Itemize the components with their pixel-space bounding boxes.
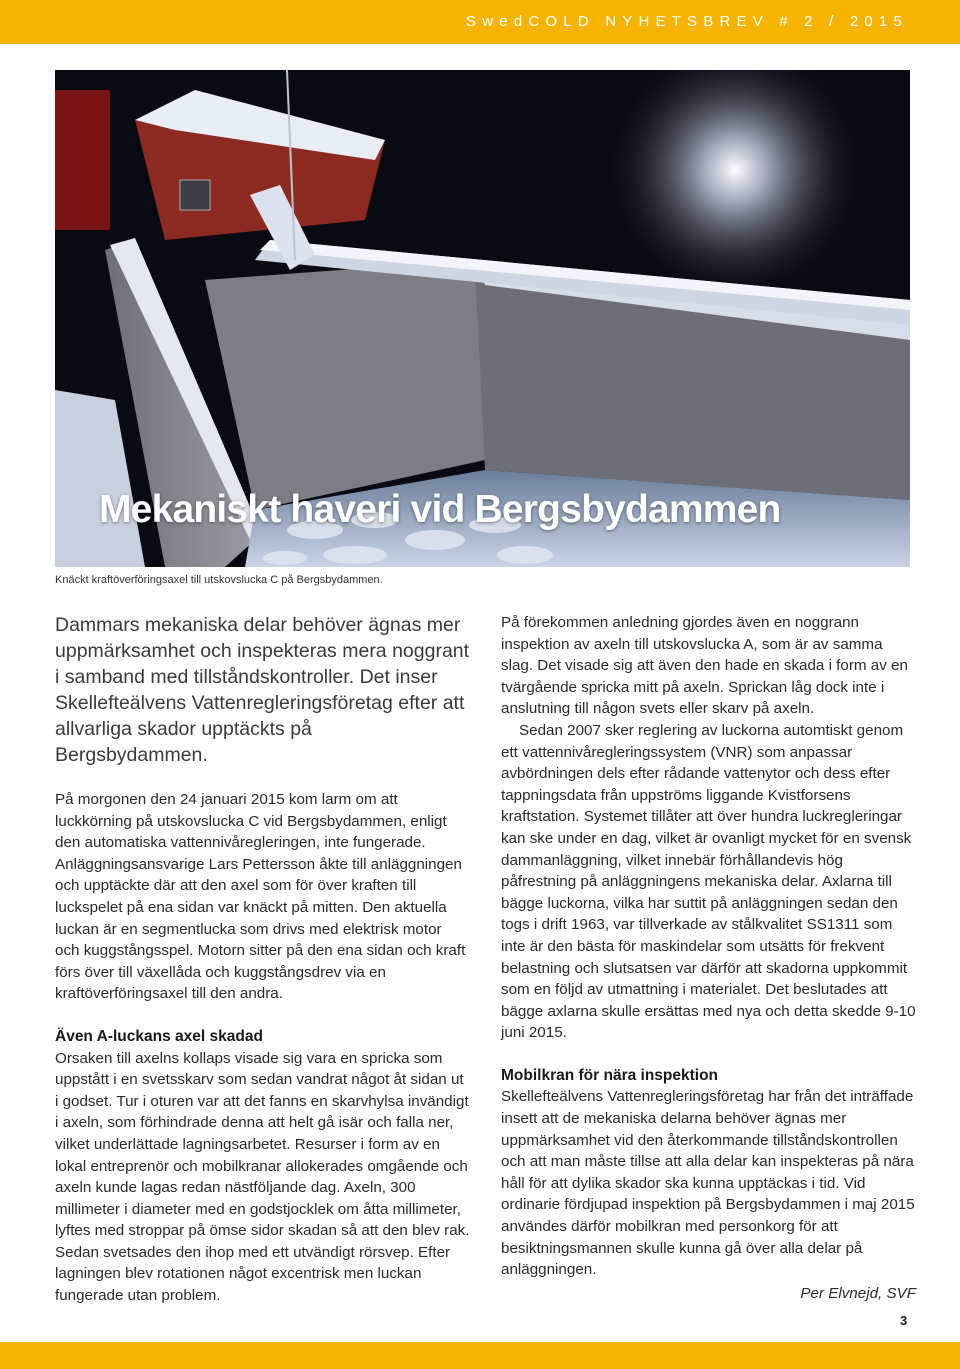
body-paragraph: Skellefteälvens Vattenregleringsföretag har från det inträffade insett att de mekaniska delarna behöver ägnas mer uppmärksamhet vid den återkommande tillståndskontrollen och att man måste tillse att alla delar kan inspekteras på nära håll för att dylika skador ska kunna upptäckas i tid. Vid ordinarie fördjupad inspektion på Bergsbydammen i maj 2015 användes därför mobilkran med personkorg för att besiktningsmannen skulle kunna gå över alla delar på anläggningen. — [501, 1088, 915, 1279]
author-byline: Per Elvnejd, SVF — [800, 1284, 916, 1302]
hero-photo — [55, 70, 910, 567]
left-column — [55, 612, 470, 1307]
lead-paragraph: Dammars mekaniska delar behöver ägnas mer uppmärksamhet och inspekteras mera noggrant i samband med tillståndskontroller. Det inser Skellefteälvens Vattenregleringsföretag efter att allvarliga skador upptäckts på Bergsbydammen. — [55, 614, 470, 766]
body-paragraph: På morgonen den 24 januari 2015 kom larm om att luckkörning på utskovslucka C vid Bergsbydammen, enligt den automatiska vattennivåregleringen, inte fungerade. Anläggningsansvarige Lars Pettersson åkte till anläggningen och upptäckte där att den axel som för över kraften till luckspelet på ena sidan var knäckt på mitten. Den aktuella luckan är en segmentlucka som drivs med elektrisk motor och kuggstångsspel. Motorn sitter på den ena sidan och kraft förs över till växellåda och kuggstångsdrev via en kraftöverföringsaxel till den andra. — [55, 791, 466, 1003]
article-title: Mekaniskt haveri vid Bergsbydammen — [99, 488, 781, 531]
section-heading: Mobilkran för nära inspektion — [501, 1066, 719, 1084]
footer-bar — [0, 1342, 960, 1369]
page-number: 3 — [900, 1313, 908, 1328]
section-heading: Även A-luckans axel skadad — [55, 1027, 263, 1045]
body-paragraph: På förekommen anledning gjordes även en noggrann inspektion av axeln till utskovslucka A, som är av samma slag. Det visade sig att även den hade en skada i form av en tvärgående spricka mitt på axeln. Sprickan låg dock inte i anslutning till någon svets eller skarv på axeln. — [501, 614, 908, 718]
newsletter-title: SwedCOLD NYHETSBREV # 2 / 2015 — [466, 13, 908, 30]
photo-caption: Knäckt kraftöverföringsaxel till utskovslucka C på Bergsbydammen. — [55, 574, 383, 586]
body-paragraph: Orsaken till axelns kollaps visade sig vara en spricka som uppstått i en svetsskarv som sedan vandrat något åt sidan ut i godset. Tur i oturen var att det fanns en skarvhylsa invändigt i axeln, som förhindrade denna att helt gå isär och falla ner, vilket underlättade lagningsarbetet. Resurser i form av en lokal entreprenör och mobilkranar allokerades omgående och axeln kunde lagas redan nästföljande dag. Axeln, 300 millimeter i diameter med en godstjocklek om åtta millimeter, lyftes med stroppar på ömse sidor skadan så att den blev rak. Sedan svetsades den ihop med ett utvändigt rörsvep. Efter lagningen blev rotationen något excentrisk men luckan fungerade utan problem. — [55, 1049, 470, 1305]
body-paragraph: Sedan 2007 sker reglering av luckorna automtiskt genom ett vattennivåregleringssystem (VNR) som anpassar avbördningen dels efter rådande vattenytor och dess efter tappningsdata från uppströms liggande Kvistforsens kraftstation. Systemet tillåter att över hundra luckregleringar kan ske under en dag, vilket är ovanligt mycket för en svensk dammanläggning, vilket innebär förhållandevis hög påfrestning på anläggningens mekaniska delar. Axlarna till bägge luckorna, vilka har suttit på anläggningen sedan den togs i drift 1963, var tillverkade av stålkvalitet SS1311 som inte är den bästa för maskindelar som utsätts för frekvent belastning och slutsatsen var därför att skadorna uppkommit som en följd av utmattning i materialet. Det beslutades att bägge axlarna skulle ersättas med nya och detta skedde 9-10 juni 2015. — [501, 721, 916, 1042]
header-bar — [0, 0, 960, 44]
right-column — [501, 612, 916, 1302]
